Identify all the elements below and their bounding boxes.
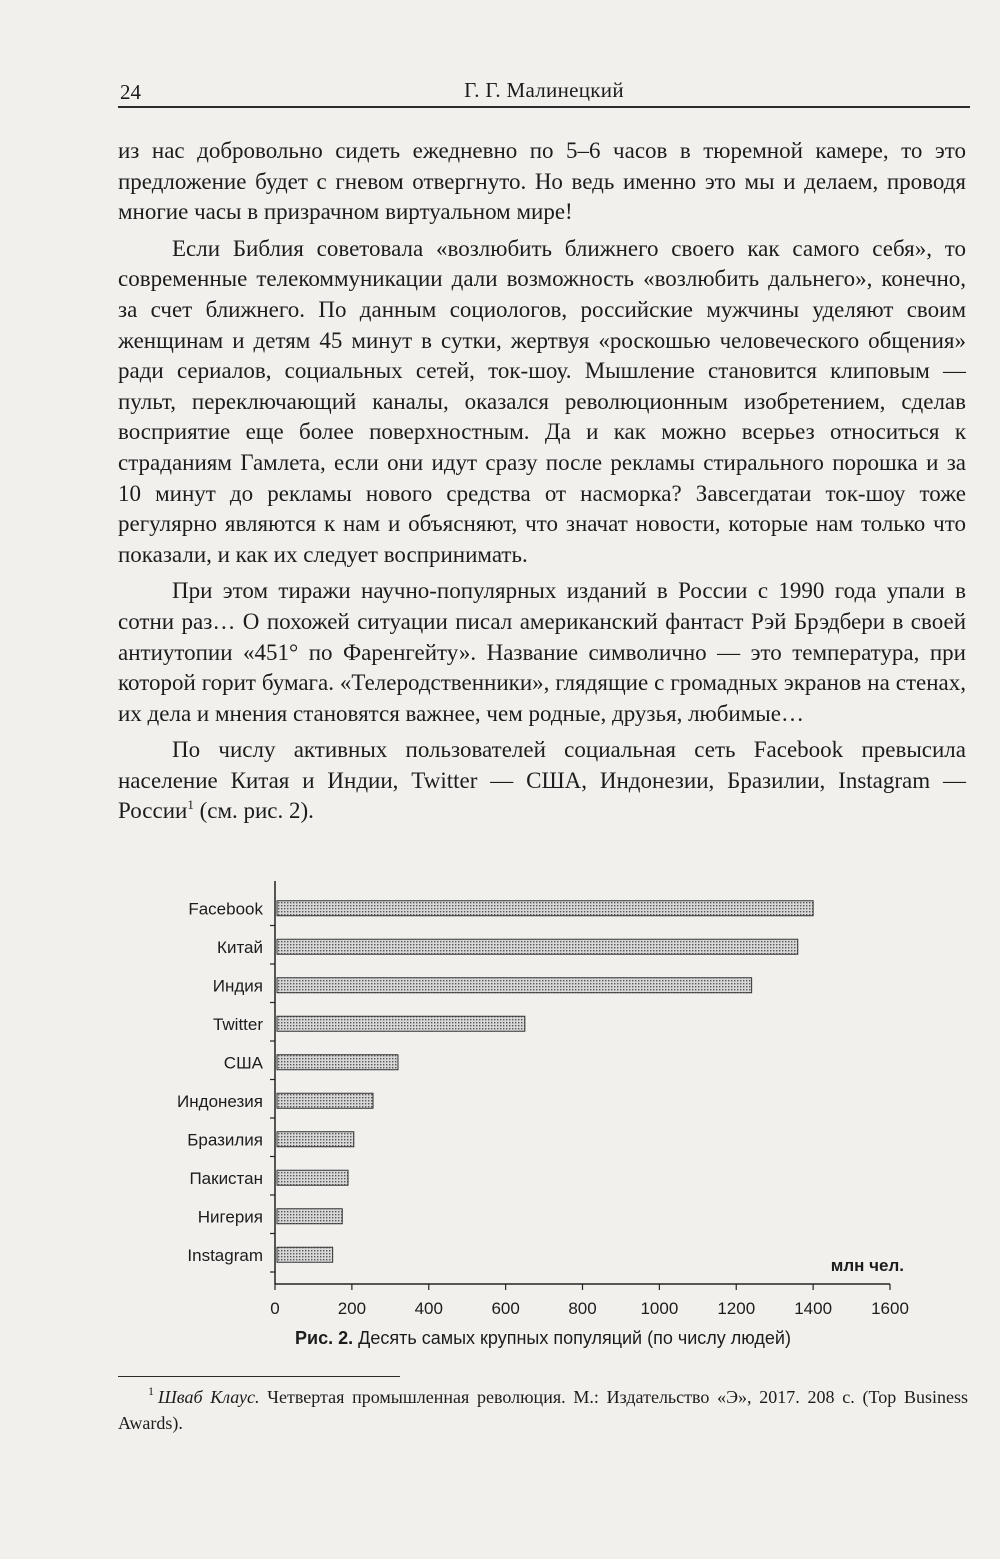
category-label: Facebook: [188, 899, 263, 919]
bar-9: [277, 1209, 342, 1224]
x-tick-label: 1000: [640, 1299, 679, 1318]
category-label: Индонезия: [177, 1091, 263, 1111]
page-header: [118, 72, 970, 108]
paragraph-tail: (см. рис. 2).: [193, 798, 314, 824]
category-label: Нигерия: [197, 1207, 263, 1227]
footnote: [118, 1384, 968, 1436]
x-tick-label: 200: [337, 1299, 367, 1318]
footnote-author: Шваб Клаус.: [158, 1387, 260, 1407]
bar-2: [277, 939, 798, 954]
body-text: [118, 136, 966, 827]
paragraph: [118, 735, 966, 827]
bar-5: [277, 1055, 398, 1070]
x-tick-label: 400: [414, 1299, 443, 1318]
category-label: США: [223, 1053, 263, 1073]
x-tick-label: 0: [270, 1299, 280, 1318]
category-label: Бразилия: [187, 1130, 263, 1150]
bar-7: [277, 1132, 354, 1147]
figure-caption: [118, 1328, 968, 1349]
running-title: Г. Г. Малинецкий: [464, 78, 624, 102]
category-label: Instagram: [187, 1245, 263, 1265]
category-label: Индия: [212, 976, 263, 996]
paragraph: При этом тиражи научно-популярных изданий в России с 1990 года упали в сотни раз… О похожей ситуации писал американский фантаст Рэй Брэдбери в своей антиутопии «451° по Фаренгейту». Название символично — это температура, при которой горит бумага. «Телеродственники», глядящие с громадных экранов на стенах, их дела и мнения становятся важнее, чем родные, друзья, любимые…: [118, 578, 966, 726]
page-number: 24: [120, 80, 141, 104]
category-label: Twitter: [212, 1014, 263, 1034]
bar-6: [277, 1093, 373, 1108]
footnote-text: Четвертая промышленная революция. М.: Издательство «Э», 2017. 208 с. (Top Business Awards).: [118, 1387, 969, 1433]
x-tick-label: 1400: [794, 1299, 833, 1318]
unit-label: млн чел.: [830, 1256, 904, 1275]
figure-caption-text: Десять самых крупных популяций (по числу людей): [353, 1328, 791, 1348]
paragraph-text: По числу активных пользователей социальная сеть Facebook превысила население Китая и Индии, Twitter — США, Индонезии, Бразилии, Instagram — России: [118, 737, 966, 824]
paragraph: Если Библия советовала «возлюбить ближнего своего как самого себя», то современные телекоммуникации дали возможность «возлюбить дальнего», конечно, за счет ближнего. По данным социологов, российские мужчины уделяют своим женщинам и детям 45 минут в сутки, жертвуя «роскошью человеческого общения» ради сериалов, социальных сетей, ток-шоу. Мышление становится клиповым — пульт, переключающий каналы, оказался революционным изобретением, сделав восприятие еще более поверхностным. Да и как можно всерьез относиться к страданиям Гамлета, если они идут сразу после рекламы стирального порошка и за 10 минут до рекламы нового средства от насморка? Завсегдатаи ток-шоу тоже регулярно являются к нам и объясняют, что значат новости, которые нам только что показали, и как их следует воспринимать.: [118, 235, 966, 567]
footnote-mark: 1: [148, 1384, 154, 1398]
figure-label: Рис. 2.: [295, 1328, 354, 1348]
bar-3: [277, 978, 752, 993]
x-tick-label: 1200: [717, 1299, 756, 1318]
x-tick-label: 800: [568, 1299, 597, 1318]
paragraph: из нас добровольно сидеть ежедневно по 5–6 часов в тюремной камере, то это предложение будет с гневом отвергнуто. Но ведь именно это мы и делаем, проводя многие часы в призрачном виртуальном мире!: [118, 138, 966, 225]
bar-4: [277, 1016, 525, 1031]
bar-8: [277, 1170, 348, 1185]
footnote-reference[interactable]: 1: [187, 797, 194, 813]
category-label: Пакистан: [189, 1168, 263, 1188]
x-tick-label: 1600: [871, 1299, 909, 1318]
x-tick-label: 600: [491, 1299, 520, 1318]
bar-10: [277, 1247, 333, 1262]
bar-chart: [140, 875, 930, 1320]
footnote-divider: [118, 1376, 400, 1377]
bar-1: [277, 901, 813, 916]
category-label: Китай: [217, 937, 263, 957]
